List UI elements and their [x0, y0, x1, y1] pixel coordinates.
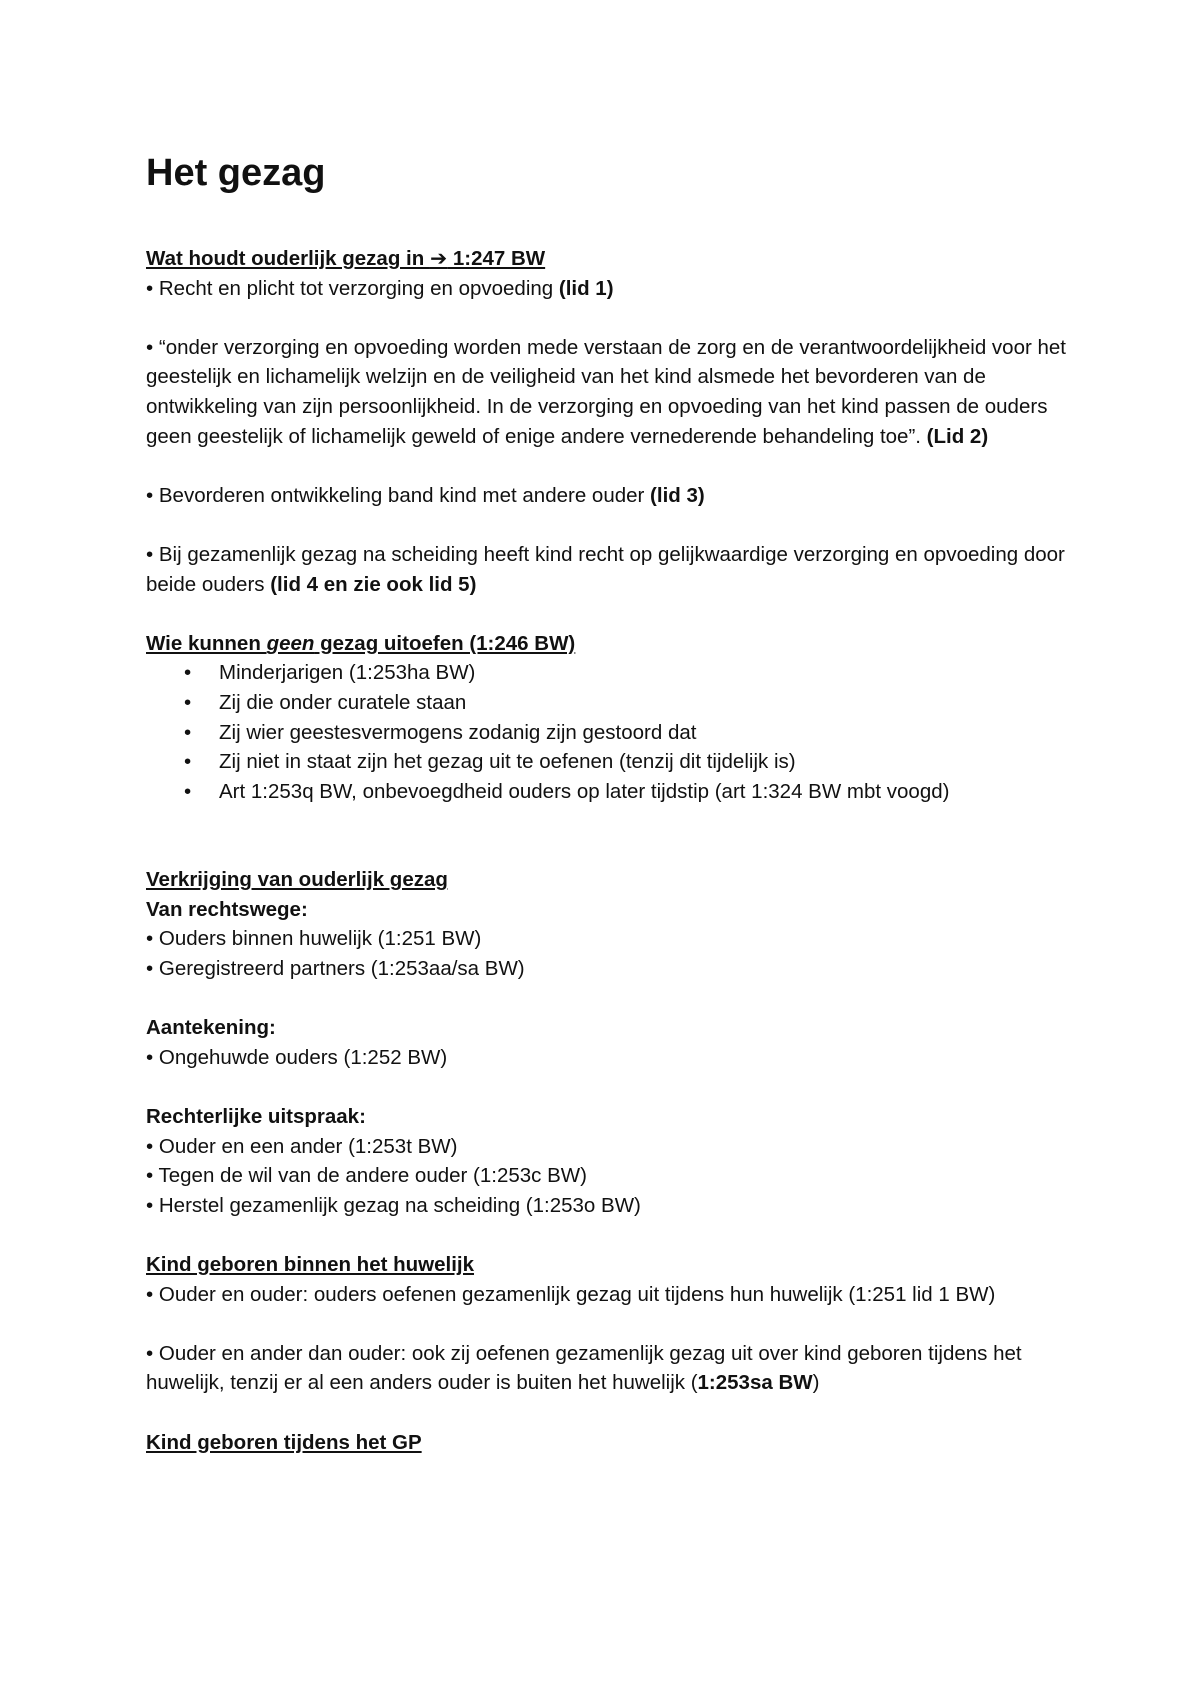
- section-heading-binnen-huwelijk: [146, 1250, 1086, 1280]
- heading-text: Kind geboren tijdens het GP: [146, 1430, 422, 1454]
- spacer: [146, 1309, 1086, 1339]
- section-heading-tijdens-gp: [146, 1428, 1086, 1458]
- spacer: [146, 1220, 1086, 1250]
- paragraph-ouder-en-ander: [146, 1339, 1086, 1398]
- section-heading-wie-geen-gezag: [146, 629, 1086, 659]
- list-item: • Ongehuwde ouders (1:252 BW): [146, 1045, 448, 1069]
- list-item-text: Zij die onder curatele staan: [219, 690, 467, 714]
- list-item-text: Zij niet in staat zijn het gezag uit te oefenen (tenzij dit tijdelijk is): [219, 750, 796, 774]
- subheading-rechterlijke-uitspraak: Rechterlijke uitspraak:: [146, 1105, 366, 1129]
- spacer: [146, 984, 1086, 1014]
- paragraph-ouder-en-ouder: • Ouder en ouder: ouders oefenen gezamenlijk gezag uit tijdens hun huwelijk (1:251 lid 1 BW): [146, 1282, 996, 1306]
- list-item: [146, 658, 1086, 688]
- list-item: [146, 688, 1086, 718]
- paragraph-ref: (Lid 2): [926, 424, 989, 448]
- bullet-icon: •: [184, 750, 192, 774]
- list-item: [146, 747, 1086, 777]
- paragraph-lid-3: [146, 481, 1086, 511]
- list-item: • Tegen de wil van de andere ouder (1:253c BW): [146, 1164, 587, 1188]
- list-item: [146, 777, 1086, 807]
- section-heading-wat-houdt-gezag-in: [146, 244, 1086, 274]
- spacer: [146, 1072, 1086, 1102]
- bullet-list-geen-gezag: [146, 658, 1086, 806]
- paragraph-text: • Bij gezamenlijk gezag na scheiding heeft kind recht op gelijkwaardige verzorging en opvoeding door beide ouders: [146, 542, 1065, 596]
- paragraph-ref: (lid 3): [650, 483, 705, 507]
- spacer: [146, 806, 1086, 865]
- heading-text: Kind geboren binnen het huwelijk: [146, 1253, 475, 1276]
- subheading-aantekening: Aantekening:: [146, 1016, 276, 1040]
- paragraph-lid-2: [146, 333, 1086, 451]
- spacer: [146, 510, 1086, 540]
- paragraph-ref: (lid 1): [558, 276, 614, 300]
- paragraph-ref: (lid 4 en zie ook lid 5): [270, 572, 477, 596]
- list-item: • Ouder en een ander (1:253t BW): [146, 1134, 458, 1158]
- bullet-icon: •: [184, 690, 192, 714]
- paragraph-text: • Recht en plicht tot verzorging en opvoeding: [146, 276, 559, 300]
- subheading-van-rechtswege: Van rechtswege:: [146, 897, 308, 921]
- arrow-right-icon: ➔: [429, 247, 448, 270]
- list-item: • Geregistreerd partners (1:253aa/sa BW): [146, 957, 525, 981]
- paragraph-lid-1: [146, 274, 1086, 304]
- heading-text: Verkrijging van ouderlijk gezag: [146, 868, 448, 892]
- heading-text: gezag uitoefen (1:246 BW): [314, 631, 576, 655]
- spacer: [146, 303, 1086, 333]
- spacer: [146, 1398, 1086, 1428]
- spacer: [146, 451, 1086, 481]
- heading-article-ref: 1:247 BW: [447, 247, 546, 270]
- bullet-icon: •: [184, 779, 192, 803]
- list-item-text: Minderjarigen (1:253ha BW): [219, 661, 476, 685]
- paragraph-lid-4: [146, 540, 1086, 599]
- bullet-icon: •: [184, 661, 192, 685]
- paragraph-ref: 1:253sa BW: [697, 1371, 813, 1395]
- heading-text: Wat houdt ouderlijk gezag in: [146, 247, 430, 270]
- heading-text: Wie kunnen: [146, 631, 267, 655]
- heading-italic-text: geen: [266, 631, 315, 655]
- document-page: [146, 150, 1086, 1457]
- list-item-text: Zij wier geestesvermogens zodanig zijn gestoord dat: [219, 720, 697, 744]
- paragraph-text: • “onder verzorging en opvoeding worden mede verstaan de zorg en de verantwoordelijkheid voor het geestelijk en lichamelijk welzijn en de veiligheid van het kind alsmede het bevorderen van de ontwikkeling van zijn persoonlijkheid. In de verzorging en opvoeding van het kind passen de ouders geen geestelijk of lichamelijk geweld of enige andere vernederende behandeling toe”.: [146, 335, 1066, 448]
- list-item: • Herstel gezamenlijk gezag na scheiding (1:253o BW): [146, 1193, 641, 1217]
- bullet-icon: •: [184, 720, 192, 744]
- paragraph-text: • Ouder en ander dan ouder: ook zij oefenen gezamenlijk gezag uit over kind geboren tijdens het huwelijk, tenzij er al een anders ouder is buiten het huwelijk (: [146, 1341, 1022, 1395]
- section-heading-verkrijging: [146, 865, 1086, 895]
- list-item: [146, 718, 1086, 748]
- paragraph-text: • Bevorderen ontwikkeling band kind met andere ouder: [146, 483, 651, 507]
- list-item-text: Art 1:253q BW, onbevoegdheid ouders op later tijdstip (art 1:324 BW mbt voogd): [219, 779, 950, 803]
- document-title: Het gezag: [146, 152, 326, 194]
- list-item: • Ouders binnen huwelijk (1:251 BW): [146, 927, 482, 951]
- spacer: [146, 599, 1086, 629]
- paragraph-text: ): [812, 1371, 820, 1395]
